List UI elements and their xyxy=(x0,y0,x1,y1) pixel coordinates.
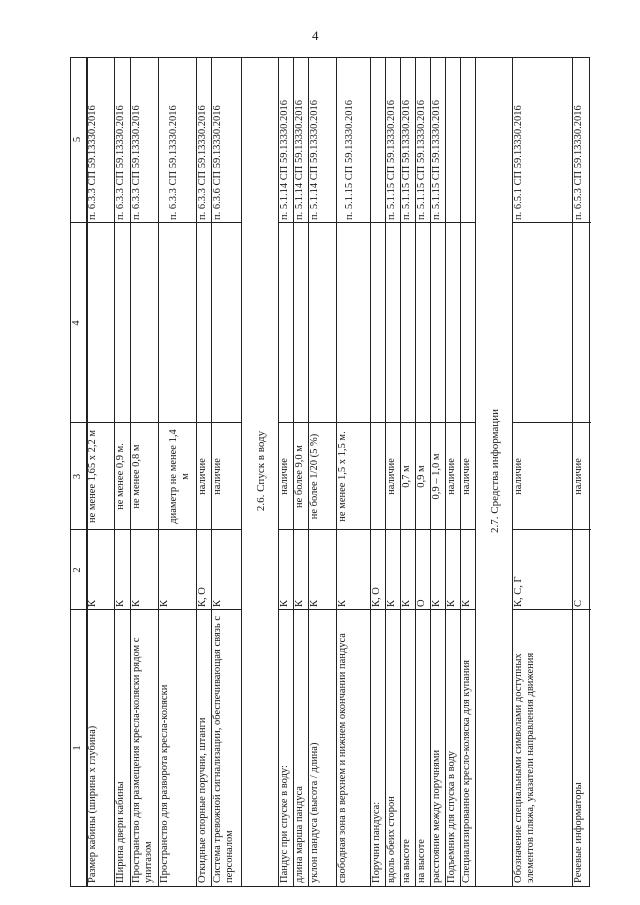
row-divider xyxy=(86,58,88,886)
row-parameter: Откидные опорные поручни, штанги xyxy=(197,717,208,883)
table-row xyxy=(400,56,415,886)
table-row xyxy=(370,56,385,886)
row-norm: наличие xyxy=(386,458,397,495)
row-actual xyxy=(114,223,130,423)
row-divider xyxy=(400,58,401,886)
row-actual xyxy=(512,223,572,423)
row-divider xyxy=(336,58,337,886)
row-norm: наличие xyxy=(446,458,457,495)
row-parameter: длина марша пандуса xyxy=(294,786,305,883)
row-reference xyxy=(460,56,475,223)
row-category: К xyxy=(337,599,348,607)
row-norm: не менее 0,9 м. xyxy=(115,443,126,510)
row-reference: п. 5.1.15 СП 59.13330.2016 xyxy=(386,100,397,220)
row-norm: не менее 0,8 м xyxy=(131,444,142,509)
column-divider xyxy=(512,422,591,423)
header-col-1: 1 xyxy=(72,745,83,751)
row-category: К xyxy=(446,599,457,607)
row-norm: диаметр не менее 1,4 м xyxy=(168,429,191,524)
column-divider xyxy=(71,422,241,423)
row-divider xyxy=(385,58,386,886)
table-header-row xyxy=(71,56,86,886)
row-parameter: Речевые информаторы xyxy=(573,782,584,883)
row-divider xyxy=(430,58,431,886)
row-divider xyxy=(241,58,242,886)
row-category: К xyxy=(461,599,472,607)
row-actual xyxy=(430,223,445,423)
row-norm: 0,9 м xyxy=(416,465,427,488)
row-norm: 0,9 – 1,0 м xyxy=(431,453,442,500)
requirements-table xyxy=(70,57,590,887)
table-row xyxy=(278,56,293,886)
section-title-2-6: 2.6. Спуск в воду xyxy=(255,430,267,512)
row-category: К xyxy=(279,599,290,607)
row-divider xyxy=(370,58,371,886)
table-row xyxy=(86,56,114,886)
row-reference: п. 5.1.15 СП 59.13330.2016 xyxy=(416,100,427,220)
row-divider xyxy=(211,58,212,886)
row-actual xyxy=(86,223,114,423)
row-parameter: Поручни пандуса: xyxy=(371,801,382,883)
row-parameter: Специализированное кресло-коляска для купания xyxy=(461,660,472,883)
column-divider xyxy=(71,529,241,530)
row-reference: п. 6.3.3 СП 59.13330.2016 xyxy=(131,105,142,220)
row-parameter: уклон пандуса (высота / длина) xyxy=(309,742,320,883)
row-parameter: расстояние между поручнями xyxy=(431,749,442,883)
header-col-5: 5 xyxy=(72,136,83,143)
row-actual xyxy=(308,223,336,423)
row-actual xyxy=(130,223,158,423)
row-category: К xyxy=(386,599,397,607)
row-reference xyxy=(445,56,460,223)
row-reference: п. 5.1.15 СП 59.13330.2016 xyxy=(344,100,355,220)
header-col-4: 4 xyxy=(71,320,82,326)
row-parameter: Подъемник для спуска в воду xyxy=(446,750,457,883)
row-divider xyxy=(445,58,446,886)
row-norm xyxy=(370,423,385,530)
row-divider xyxy=(130,58,131,886)
table-row xyxy=(415,56,430,886)
table-row xyxy=(130,56,158,886)
row-divider xyxy=(512,58,513,886)
row-actual xyxy=(336,223,370,423)
table-row xyxy=(512,56,572,886)
header-col-3: 3 xyxy=(72,473,83,480)
row-actual xyxy=(445,223,460,423)
row-norm: не более 1/20 (5 %) xyxy=(309,433,320,520)
row-divider xyxy=(415,58,416,886)
row-parameter: Система тревожной сигнализации, обеспечивающая связь с персоналом xyxy=(212,615,235,883)
row-actual xyxy=(196,223,211,423)
row-divider xyxy=(460,58,461,886)
row-category: О xyxy=(416,599,427,607)
row-actual xyxy=(293,223,308,423)
table-row xyxy=(293,56,308,886)
row-category: К xyxy=(401,599,412,607)
table-row xyxy=(572,56,591,886)
row-reference: п. 6.3.3 СП 59.13330.2016 xyxy=(168,105,179,220)
table-row xyxy=(385,56,400,886)
row-category: К xyxy=(159,599,170,607)
row-actual xyxy=(370,223,385,423)
row-category: К xyxy=(115,599,126,607)
row-reference: п. 5.1.14 СП 59.13330.2016 xyxy=(309,100,320,220)
row-parameter: Размер кабины (ширина х глубина) xyxy=(87,725,98,883)
row-reference: п. 6.5.3 СП 59.13330.2016 xyxy=(573,105,584,220)
table-row xyxy=(114,56,130,886)
row-parameter: свободная зона в верхнем и нижнем окончании пандуса xyxy=(337,633,348,883)
row-category: С xyxy=(573,599,584,607)
column-divider xyxy=(71,222,241,223)
column-divider xyxy=(512,222,591,223)
row-reference: п. 5.1.14 СП 59.13330.2016 xyxy=(294,100,305,220)
row-actual xyxy=(158,223,196,423)
row-category: К xyxy=(309,599,320,607)
row-divider xyxy=(196,58,197,886)
row-norm: наличие xyxy=(197,458,208,495)
row-actual xyxy=(572,223,591,423)
table-wrapper xyxy=(70,57,590,887)
page-number: 4 xyxy=(312,28,319,43)
table-row xyxy=(196,56,211,886)
row-category: К xyxy=(131,599,142,607)
column-divider xyxy=(512,529,591,530)
row-reference: п. 6.3.3 СП 59.13330.2016 xyxy=(87,105,98,220)
row-norm: наличие xyxy=(279,458,290,495)
row-reference: п. 5.1.15 СП 59.13330.2016 xyxy=(431,100,442,220)
row-divider xyxy=(293,58,294,886)
table-row xyxy=(445,56,460,886)
row-parameter: Пандус при спуске в воду: xyxy=(279,765,290,883)
row-category: К, С, Г xyxy=(513,576,524,607)
table-row xyxy=(211,56,241,886)
row-reference: п. 6.3.6 СП 59.13330.2016 xyxy=(212,105,223,220)
row-reference: п. 6.3.3 СП 59.13330.2016 xyxy=(115,105,126,220)
row-divider xyxy=(278,58,279,886)
row-actual xyxy=(278,223,293,423)
column-divider xyxy=(512,609,591,610)
row-category: К xyxy=(212,599,223,607)
row-actual xyxy=(400,223,415,423)
column-divider xyxy=(71,609,241,610)
table-row xyxy=(158,56,196,886)
row-actual xyxy=(385,223,400,423)
row-divider xyxy=(572,58,573,886)
header-col-2: 2 xyxy=(72,567,83,573)
row-parameter: на высоте xyxy=(416,839,427,883)
row-actual xyxy=(460,223,475,423)
row-norm: наличие xyxy=(573,458,584,495)
row-reference: п. 5.1.15 СП 59.13330.2016 xyxy=(401,100,412,220)
row-parameter: Пространство для разворота кресла-коляски xyxy=(159,684,170,883)
row-parameter: вдоль обеих сторон xyxy=(386,796,397,883)
table-row xyxy=(430,56,445,886)
row-norm: наличие xyxy=(461,458,472,495)
row-category: К xyxy=(87,599,98,607)
row-reference xyxy=(370,56,385,223)
table-row xyxy=(336,56,370,886)
row-reference: п. 5.1.14 СП 59.13330.2016 xyxy=(279,100,290,220)
row-divider xyxy=(158,58,159,886)
row-reference: п. 6.5.1 СП 59.13330.2016 xyxy=(513,105,524,220)
row-divider xyxy=(114,58,115,886)
row-category: К xyxy=(431,599,442,607)
row-category: К, О xyxy=(371,587,382,607)
row-norm: наличие xyxy=(513,458,524,495)
row-actual xyxy=(211,223,241,423)
table-row xyxy=(460,56,475,886)
row-divider xyxy=(475,58,476,886)
row-norm: 0,7 м xyxy=(401,465,412,488)
row-category: К xyxy=(294,599,305,607)
table-row xyxy=(308,56,336,886)
row-parameter: Пространство для размещения кресла-коляски рядом с унитазом xyxy=(131,637,154,883)
row-parameter: Обозначение специальными символами доступных элементов пляжа, указатели направления движения xyxy=(513,652,536,883)
row-reference: п. 6.3.3 СП 59.13330.2016 xyxy=(197,105,208,220)
row-norm: не более 9,0 м xyxy=(294,445,305,508)
row-divider xyxy=(308,58,309,886)
row-norm: не менее 1,65 х 2,2 м xyxy=(87,429,98,524)
row-parameter: на высоте xyxy=(401,839,412,883)
section-title-2-7: 2.7. Средства информации xyxy=(489,409,501,533)
row-parameter: Ширина двери кабины xyxy=(115,781,126,883)
row-norm: не менее 1,5 х 1,5 м. xyxy=(337,431,348,522)
row-actual xyxy=(415,223,430,423)
row-category: К, О xyxy=(197,587,208,607)
row-norm: наличие xyxy=(212,458,223,495)
